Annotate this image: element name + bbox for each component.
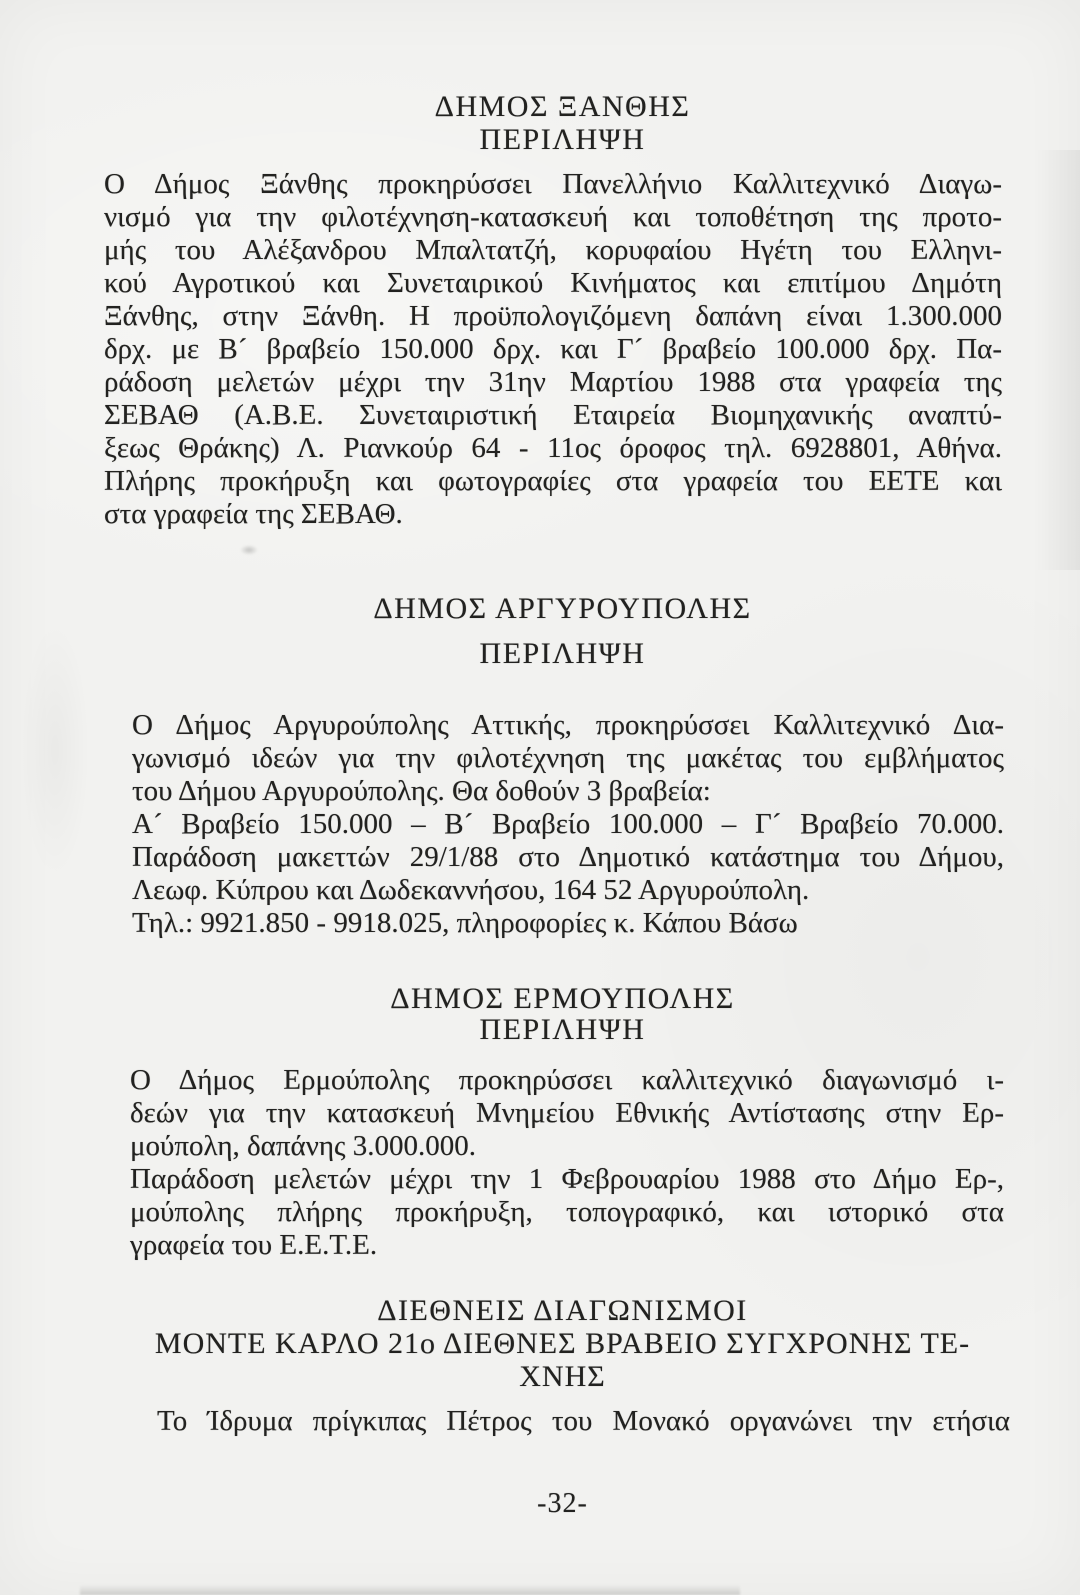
page-number: -32- [537, 1488, 588, 1519]
text-line: Ο Δήμος Ερμούπολης προκηρύσσει καλλιτεχνικό διαγωνισμό ι- [130, 1064, 1004, 1096]
section-subheading-argyroupoli: ΠΕΡΙΛΗΨΗ [479, 637, 646, 670]
text-line: Ξάνθης, στην Ξάνθη. Η προϋπολογιζόμενη δαπάνη είναι 1.300.000 [104, 300, 1002, 332]
text-line: Τηλ.: 9921.850 - 9918.025, πληροφορίες κ. Κάπου Βάσω [132, 907, 798, 939]
text-line: Ο Δήμος Αργυρούπολης Αττικής, προκηρύσσει Καλλιτεχνικό Δια- [132, 709, 1004, 741]
section-body-xanthi [104, 168, 1002, 531]
text-line: ΣΕΒΑΘ (Α.Β.Ε. Συνεταιριστική Εταιρεία Βιομηχανικής αναπτύ- [104, 399, 1002, 431]
text-line: Το Ίδρυμα πρίγκιπας Πέτρος του Μονακό οργανώνει την ετήσια [157, 1405, 1010, 1437]
text-line: Παράδοση μελετών μέχρι την 1 Φεβρουαρίου 1988 στο Δήμο Ερ-, [130, 1163, 1004, 1195]
section-heading-ermoupoli: ΔΗΜΟΣ ΕΡΜΟΥΠΟΛΗΣ [390, 982, 735, 1015]
text-line: Α´ Βραβείο 150.000 – Β´ Βραβείο 100.000 – Γ´ Βραβείο 70.000. [132, 808, 1004, 840]
scan-mottle [20, 620, 90, 880]
text-line: Παράδοση μακεττών 29/1/88 στο Δημοτικό κατάστημα του Δήμου, [132, 841, 1004, 873]
section-body-ermoupoli [130, 1064, 1004, 1262]
text-line: ράδοση μελετών μέχρι την 31ην Μαρτίου 1988 στα γραφεία της [104, 366, 1002, 398]
section-subheading-monte-carlo [90, 1327, 1035, 1393]
section-heading-argyroupoli: ΔΗΜΟΣ ΑΡΓΥΡΟΥΠΟΛΗΣ [373, 592, 752, 625]
text-line: μής του Αλέξανδρου Μπαλτατζή, κορυφαίου Ηγέτη του Ελληνι- [104, 234, 1002, 266]
text-line: νισμό για την φιλοτέχνηση-κατασκευή και τοποθέτηση της προτο- [104, 201, 1002, 233]
text-line: ΧΝΗΣ [519, 1360, 606, 1393]
scan-speck [240, 545, 258, 555]
text-line: γραφεία του Ε.Ε.Τ.Ε. [130, 1229, 378, 1261]
text-line: Λεωφ. Κύπρου και Δωδεκαννήσου, 164 52 Αργυρούπολη. [132, 874, 810, 906]
text-line: Πλήρης προκήρυξη και φωτογραφίες στα γραφεία του ΕΕΤΕ και [104, 465, 1002, 497]
text-line: στα γραφεία της ΣΕΒΑΘ. [104, 498, 403, 530]
section-subheading-xanthi: ΠΕΡΙΛΗΨΗ [479, 123, 646, 156]
text-line: δρχ. με Β´ βραβείο 150.000 δρχ. και Γ´ βραβείο 100.000 δρχ. Πα- [104, 333, 1002, 365]
text-line: Ο Δήμος Ξάνθης προκηρύσσει Πανελλήνιο Καλλιτεχνικό Διαγω- [104, 168, 1002, 200]
section-body-argyroupoli [132, 709, 1004, 940]
text-line: ξεως Θράκης) Λ. Ριανκούρ 64 - 11ος όροφος τηλ. 6928801, Αθήνα. [104, 432, 1002, 464]
section-heading-xanthi: ΔΗΜΟΣ ΞΑΝΘΗΣ [434, 90, 691, 123]
text-line: κού Αγροτικού και Συνεταιρικού Κινήματος και επιτίμου Δημότη [104, 267, 1002, 299]
scan-smudge-bottom [80, 1585, 740, 1595]
section-heading-international: ΔΙΕΘΝΕΙΣ ΔΙΑΓΩΝΙΣΜΟΙ [377, 1294, 748, 1327]
text-line: μούπολη, δαπάνης 3.000.000. [130, 1130, 476, 1162]
scan-shade-right [1036, 150, 1080, 570]
text-line: του Δήμου Αργυρούπολης. Θα δοθούν 3 βραβεία: [132, 775, 711, 807]
section-subheading-ermoupoli: ΠΕΡΙΛΗΨΗ [479, 1013, 646, 1046]
text-line: δεών για την κατασκευή Μνημείου Εθνικής Αντίστασης στην Ερ- [130, 1097, 1004, 1129]
text-line: ΜΟΝΤΕ ΚΑΡΛΟ 21ο ΔΙΕΘΝΕΣ ΒΡΑΒΕΙΟ ΣΥΓΧΡΟΝΗΣ ΤΕ- [154, 1327, 971, 1360]
text-line: μούπολης πλήρης προκήρυξη, τοπογραφικό, και ιστορικό στα [130, 1196, 1004, 1228]
text-line: γωνισμό ιδεών για την φιλοτέχνηση της μακέτας του εμβλήματος [132, 742, 1004, 774]
section-body-international [157, 1405, 1010, 1438]
